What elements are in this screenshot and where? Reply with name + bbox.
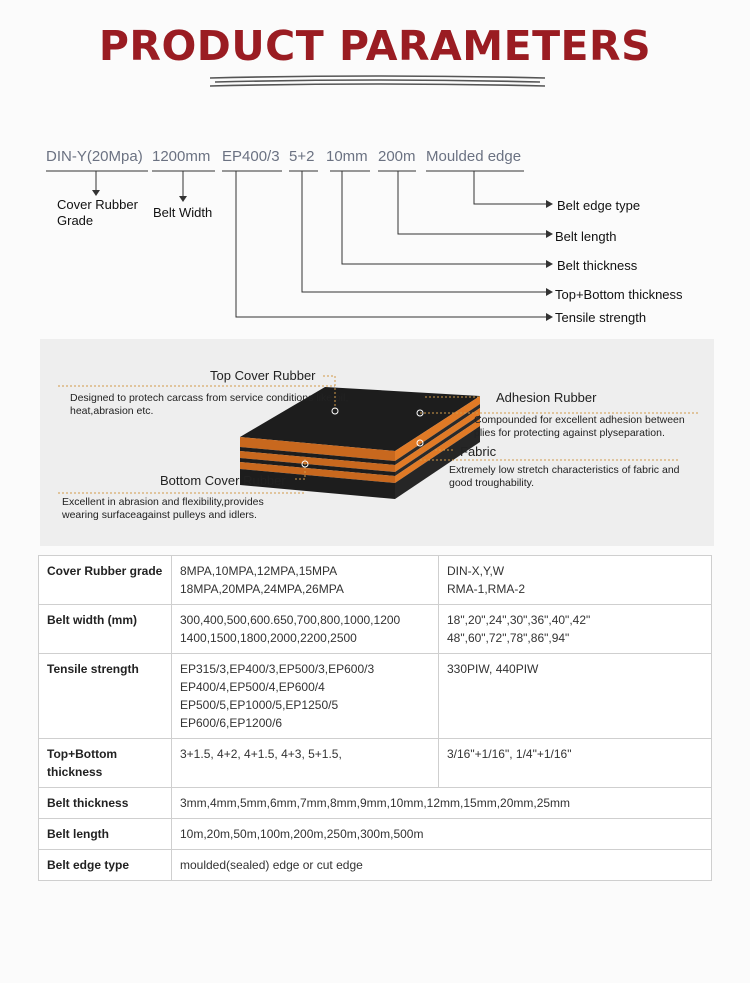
code-part-top-bottom: 5+2 bbox=[289, 148, 315, 165]
table-cell bbox=[172, 654, 439, 739]
table-row bbox=[39, 654, 712, 739]
layer-name-bottom-cover: Bottom Cover Rubber bbox=[160, 473, 286, 488]
layer-name-top-cover: Top Cover Rubber bbox=[210, 368, 316, 383]
cell-line: DIN-X,Y,W bbox=[447, 564, 505, 578]
param-label: Top+Bottom thickness bbox=[39, 739, 172, 788]
spec-code-diagram bbox=[0, 140, 750, 340]
cell-line: 18",20",24",30",36",40",42" bbox=[447, 613, 591, 627]
cell-line: 3+1.5, 4+2, 4+1.5, 4+3, 5+1.5, bbox=[180, 747, 342, 761]
code-part-tensile: EP400/3 bbox=[222, 148, 280, 165]
table-cell bbox=[439, 739, 712, 788]
layer-desc-fabric: Extremely low stretch characteristics of fabric and good troughability. bbox=[449, 464, 680, 489]
table-row bbox=[39, 850, 712, 881]
page-title: PRODUCT PARAMETERS bbox=[98, 22, 652, 70]
table-cell bbox=[439, 654, 712, 739]
cell-line: 330PIW, 440PIW bbox=[447, 662, 539, 676]
table-row bbox=[39, 739, 712, 788]
layer-desc-top-cover: Designed to protech carcass from service conditions like oil, heat,abrasion etc. bbox=[70, 392, 349, 417]
label-belt-thickness: Belt thickness bbox=[557, 258, 638, 273]
cell-line: 48",60",72",78",86",94" bbox=[447, 631, 570, 645]
cell-line: 3/16"+1/16", 1/4"+1/16" bbox=[447, 747, 572, 761]
table-cell bbox=[172, 605, 439, 654]
table-row bbox=[39, 819, 712, 850]
cell-line: 1400,1500,1800,2000,2200,2500 bbox=[180, 631, 357, 645]
param-label: Cover Rubber grade bbox=[39, 556, 172, 605]
param-label: Belt edge type bbox=[39, 850, 172, 881]
cell-line: EP400/4,EP500/4,EP600/4 bbox=[180, 680, 325, 694]
code-part-thickness: 10mm bbox=[326, 148, 368, 165]
param-label: Belt length bbox=[39, 819, 172, 850]
layer-desc-adhesion: Compounded for excellent adhesion between plies for protecting against plyseparation. bbox=[474, 414, 685, 439]
param-label: Tensile strength bbox=[39, 654, 172, 739]
param-label: Belt thickness bbox=[39, 788, 172, 819]
label-top-bottom-thickness: Top+Bottom thickness bbox=[555, 287, 683, 302]
cell-line: 8MPA,10MPA,12MPA,15MPA bbox=[180, 564, 338, 578]
label-cover-rubber-grade: Cover Rubber Grade bbox=[57, 197, 138, 228]
cell-line: EP600/6,EP1200/6 bbox=[180, 716, 283, 730]
table-cell: moulded(sealed) edge or cut edge bbox=[172, 850, 712, 881]
table-row bbox=[39, 788, 712, 819]
cell-line: RMA-1,RMA-2 bbox=[447, 582, 526, 596]
table-cell bbox=[439, 605, 712, 654]
label-tensile-strength: Tensile strength bbox=[555, 310, 647, 325]
table-row bbox=[39, 556, 712, 605]
param-label: Belt width (mm) bbox=[39, 605, 172, 654]
label-belt-edge-type: Belt edge type bbox=[557, 198, 641, 213]
table-cell bbox=[439, 556, 712, 605]
code-part-edge: Moulded edge bbox=[426, 148, 522, 165]
belt-layer-diagram bbox=[40, 339, 714, 546]
layer-name-fabric: Fabric bbox=[460, 444, 497, 459]
code-part-length: 200m bbox=[378, 148, 416, 165]
cell-line: 18MPA,20MPA,24MPA,26MPA bbox=[180, 582, 344, 596]
code-part-cover-grade: DIN-Y(20Mpa) bbox=[46, 148, 143, 165]
cell-line: EP500/5,EP1000/5,EP1250/5 bbox=[180, 698, 339, 712]
code-part-width: 1200mm bbox=[152, 148, 211, 165]
label-belt-length: Belt length bbox=[555, 229, 617, 244]
table-cell: 3mm,4mm,5mm,6mm,7mm,8mm,9mm,10mm,12mm,15mm,20mm,25mm bbox=[172, 788, 712, 819]
cell-line: EP315/3,EP400/3,EP500/3,EP600/3 bbox=[180, 662, 375, 676]
cell-line: 300,400,500,600.650,700,800,1000,1200 bbox=[180, 613, 401, 627]
layer-name-adhesion: Adhesion Rubber bbox=[496, 390, 597, 405]
table-cell bbox=[172, 739, 439, 788]
layer-desc-bottom-cover: Excellent in abrasion and flexibility,provides wearing surfaceagainst pulleys and idlers. bbox=[62, 496, 264, 521]
title-underline-ornament bbox=[205, 74, 550, 92]
label-belt-width: Belt Width bbox=[153, 205, 213, 220]
spec-table bbox=[38, 555, 712, 881]
table-cell: 10m,20m,50m,100m,200m,250m,300m,500m bbox=[172, 819, 712, 850]
table-cell bbox=[172, 556, 439, 605]
table-row bbox=[39, 605, 712, 654]
